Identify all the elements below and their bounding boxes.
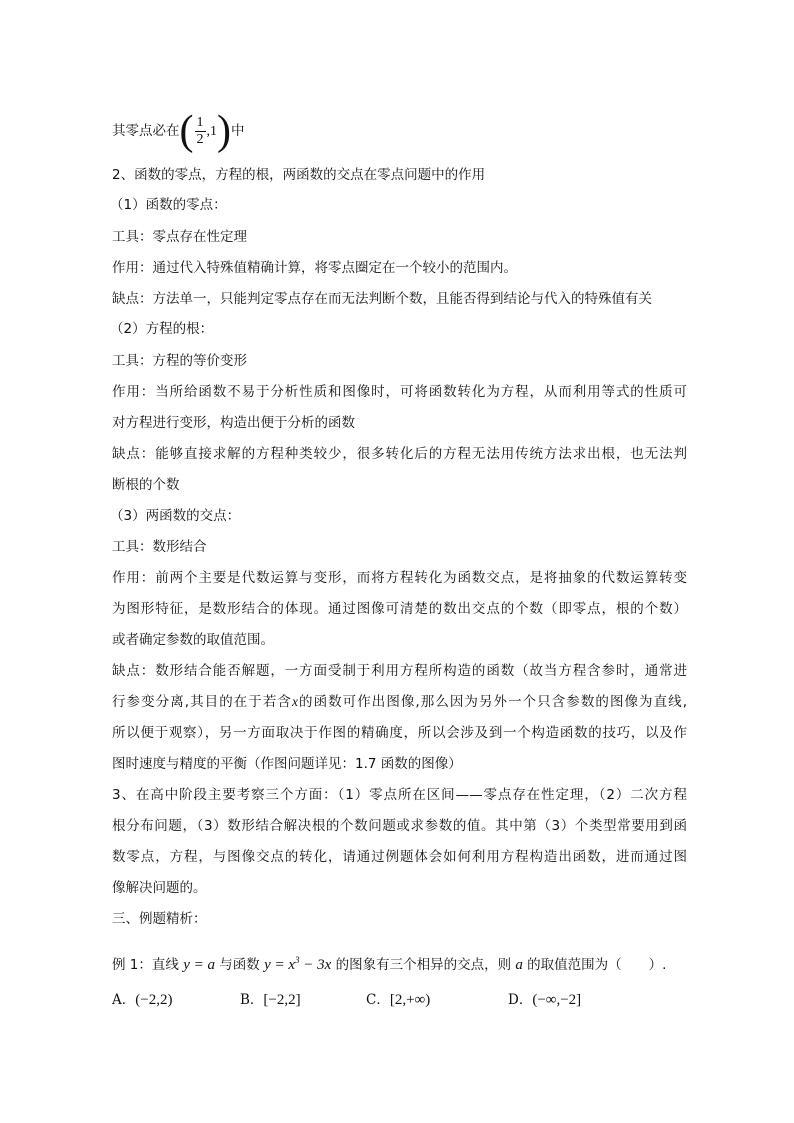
tool-2: 工具：方程的等价变形 [112,353,247,369]
option-a [112,989,172,1011]
eq2-exponent: 3 [295,955,300,965]
con-2b: 断根的个数 [112,477,180,493]
con-3b [112,692,687,712]
var-x: x [291,694,298,709]
intro-suffix: 中 [231,123,245,139]
option-c [366,989,430,1011]
example-1 [112,949,687,971]
example-label: 例 1：直线 [112,957,179,973]
example-mid-2: 的图象有三个相异的交点，则 [335,957,512,973]
subheading-1: （1）函数的零点： [110,197,227,213]
con-3b-pre: 行参变分离,其目的在于若含 [112,694,292,710]
use-1: 作用：通过代入特殊值精确计算，将零点圈定在一个较小的范围内。 [112,260,517,276]
eq2-lhs: y = x [264,957,295,973]
left-paren: ( [179,108,194,154]
con-3d: 图时速度与精度的平衡（作图问题详见：1.7 函数的图像） [112,756,462,772]
para-3b: 根分布问题，（3）数形结合解决根的个数问题或求参数的值。其中第（3）个类型常要用到函 [112,818,687,834]
tool-1: 工具：零点存在性定理 [112,229,247,245]
right-paren: ) [217,108,231,154]
subheading-2: （2）方程的根： [110,321,214,337]
para-3c: 数零点，方程，与图像交点的转化，请通过例题体会如何利用方程构造出函数，进而通过图 [112,849,687,865]
var-a: a [515,957,523,973]
option-d-value: (−∞,−2] [532,992,582,1008]
con-1: 缺点：方法单一，只能判定零点存在而无法判断个数，且能否得到结论与代入的特殊值有关 [112,291,652,307]
equation-function [264,957,331,973]
tool-3: 工具：数形结合 [112,539,207,555]
eq2-rhs: − 3x [299,957,332,973]
con-3a: 缺点：数形结合能否解题，一方面受制于利用方程所构造的函数（故当方程含参时，通常进 [112,663,687,679]
fraction-denominator: 2 [196,131,204,147]
con-2a: 缺点：能够直接求解的方程种类较少，很多转化后的方程无法用传统方法求出根，也无法判 [112,446,687,462]
con-3c: 所以便于观察），另一方面取决于作图的精确度，所以会涉及到一个构造函数的技巧，以及作 [112,725,687,741]
fraction-numerator: 1 [196,114,204,130]
example-end: 的取值范围为（ ）. [527,957,667,973]
con-3b-post: 的函数可作出图像,那么因为另外一个只含参数的图像为直线, [297,694,687,710]
intro-prefix: 其零点必在 [112,123,180,139]
subheading-3: （3）两函数的交点： [110,508,241,524]
use-2b: 对方程进行变形，构造出便于分析的函数 [112,415,355,431]
example-mid-1: 与函数 [219,957,260,973]
equation-line: y = a [183,957,215,973]
option-c-value: [2,+∞) [389,992,431,1008]
para-3a: 3、在高中阶段主要考察三个方面：（1）零点所在区间——零点存在性定理，（2）二次方程 [112,787,687,803]
options-row [112,989,687,1011]
heading-2: 2、函数的零点，方程的根，两函数的交点在零点问题中的作用 [112,167,486,183]
option-d-letter: D． [508,992,533,1008]
use-3c: 或者确定参数的取值范围。 [112,632,274,648]
intro-line [112,110,687,152]
use-3a: 作用：前两个主要是代数运算与变形，而将方程转化为函数交点，是将抽象的代数运算转变 [112,570,687,586]
interval-upper: ,1 [206,124,217,139]
para-3d: 像解决问题的。 [112,880,207,896]
option-c-letter: C． [366,992,390,1008]
option-b-value: [−2,2] [263,992,301,1008]
option-d [508,989,581,1011]
option-b [240,989,301,1011]
section-heading: 三、例题精析： [112,911,207,927]
use-2a: 作用：当所给函数不易于分析性质和图像时，可将函数转化为方程，从而利用等式的性质可 [112,384,687,400]
option-b-letter: B． [240,992,264,1008]
use-3b: 为图形特征，是数形结合的体现。通过图像可清楚的数出交点的个数（即零点，根的个数） [112,601,687,617]
option-a-letter: A． [112,992,136,1008]
fraction [195,115,206,148]
option-a-value: (−2,2) [135,992,173,1008]
